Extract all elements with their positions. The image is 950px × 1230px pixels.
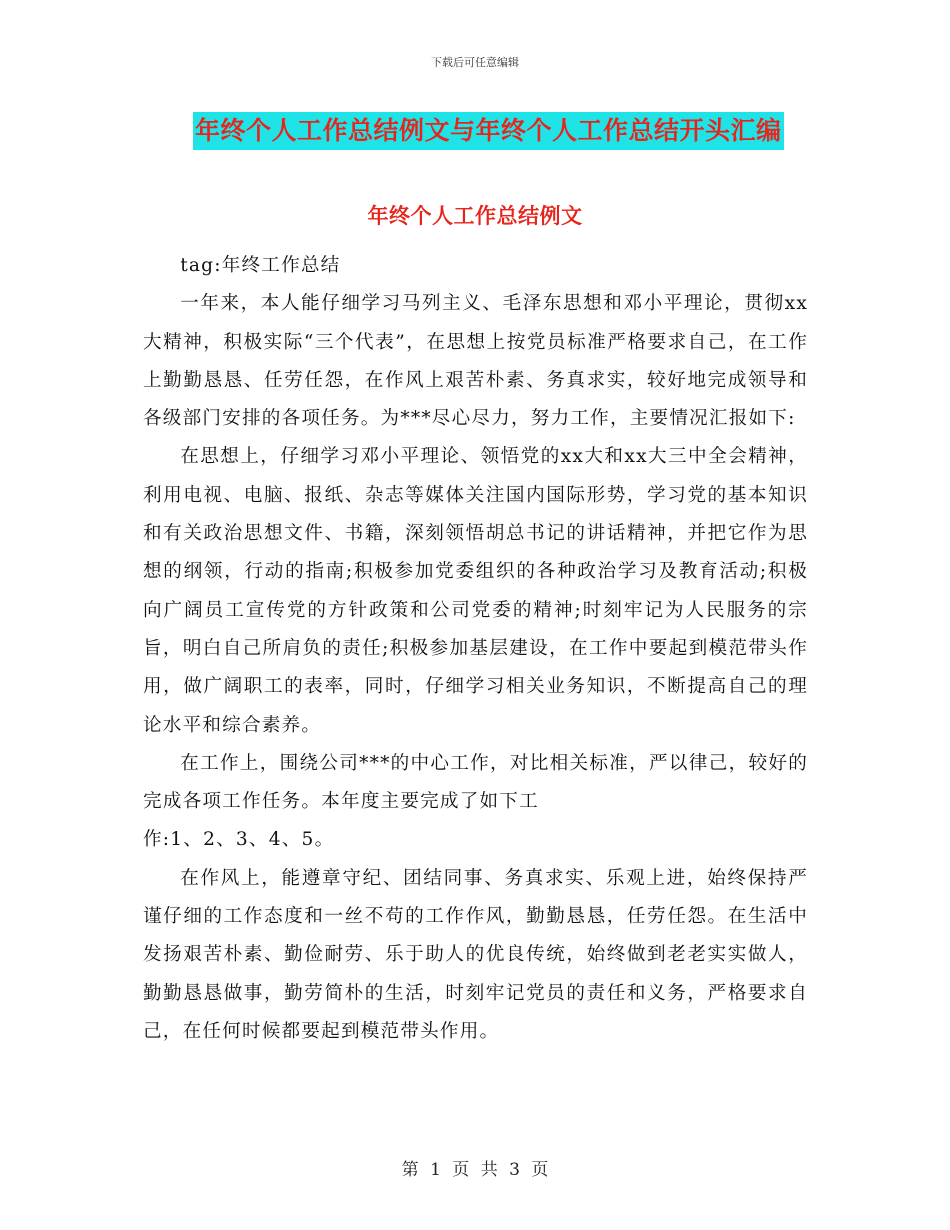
paragraph-thought: 在思想上，仔细学习邓小平理论、领悟党的xx大和xx大三中全会精神，利用电视、电脑、报纸、杂志等媒体关注国内国际形势，学习党的基本知识和有关政治思想文件、书籍，深刻领悟胡总书记的讲话精神，并把它作为思想的纲领，行动的指南;积极参加党委组织的各种政治学习及教育活动;积极向广阔员工宣传党的方针政策和公司党委的精神;时刻牢记为人民服务的宗旨，明白自己所肩负的责任;积极参加基层建设，在工作中要起到模范带头作用，做广阔职工的表率，同时，仔细学习相关业务知识，不断提高自己的理论水平和综合素养。: [143, 446, 808, 736]
paragraph-style: 在作风上，能遵章守纪、团结同事、务真求实、乐观上进，始终保持严谨仔细的工作态度和一丝不苟的工作作风，勤勤恳恳，任劳任怨。在生活中发扬艰苦朴素、勤俭耐劳、乐于助人的优良传统，始终做到老老实实做人，勤勤恳恳做事，勤劳简朴的生活，时刻牢记党员的责任和义务，严格要求自己，在任何时候都要起到模范带头作用。: [143, 867, 808, 1042]
tag-line: tag:年终工作总结: [180, 255, 341, 276]
header-note: 下载后可任意编辑: [431, 56, 519, 69]
paragraph-work: 在工作上，围绕公司***的中心工作，对比相关标准，严以律己，较好的完成各项工作任务。本年度主要完成了如下工: [143, 752, 808, 813]
document-title: 年终个人工作总结例文与年终个人工作总结开头汇编: [193, 112, 784, 150]
section-title: 年终个人工作总结例文: [367, 204, 583, 228]
paragraph-work-list: 作:1、2、3、4、5。: [143, 829, 335, 851]
document-body: [143, 247, 808, 1051]
paragraph-intro: 一年来，本人能仔细学习马列主义、毛泽东思想和邓小平理论，贯彻xx大精神，积极实际“三个代表”，在思想上按党员标准严格要求自己，在工作上勤勤恳恳、任劳任怨，在作风上艰苦朴素、务真求实，较好地完成领导和各级部门安排的各项任务。为***尽心尽力，努力工作，主要情况汇报如下:: [143, 293, 808, 430]
page-footer: 第 1 页 共 3 页: [401, 1160, 549, 1180]
